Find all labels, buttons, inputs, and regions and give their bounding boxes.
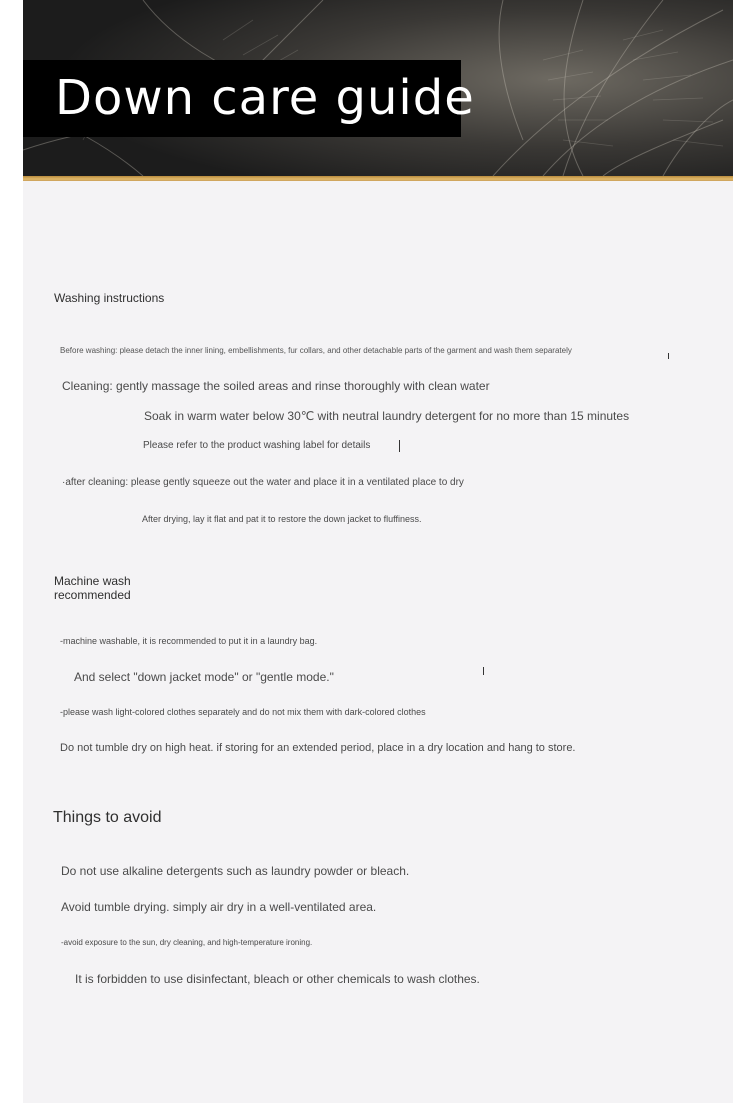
machine-item-bag: -machine washable, it is recommended to put it in a laundry bag. (60, 636, 318, 646)
machine-heading-line1: Machine wash (54, 574, 131, 588)
content-panel (23, 0, 733, 1103)
ink-mark (483, 667, 484, 675)
washing-item-after: ·after cleaning: please gently squeeze out the water and place it in a ventilated place to dry (62, 477, 464, 488)
ink-mark (668, 353, 669, 359)
avoid-item-tumble: Avoid tumble drying. simply air dry in a well-ventilated area. (61, 900, 377, 914)
washing-item-soak: Soak in warm water below 30℃ with neutral laundry detergent for no more than 15 minutes (144, 409, 630, 423)
avoid-heading: Things to avoid (53, 809, 162, 826)
avoid-item-sun: -avoid exposure to the sun, dry cleaning, and high-temperature ironing. (61, 938, 313, 947)
avoid-item-alkaline: Do not use alkaline detergents such as laundry powder or bleach. (61, 864, 410, 878)
avoid-item-chemicals: It is forbidden to use disinfectant, bleach or other chemicals to wash clothes. (75, 972, 480, 986)
machine-heading-line2: recommended (54, 588, 131, 602)
gold-divider (23, 176, 733, 181)
washing-item-cleaning: Cleaning: gently massage the soiled areas and rinse thoroughly with clean water (62, 379, 490, 393)
washing-heading: Washing instructions (54, 291, 165, 305)
washing-item-drying: After drying, lay it flat and pat it to restore the down jacket to fluffiness. (142, 514, 422, 524)
ink-mark (399, 440, 400, 452)
washing-item-label: Please refer to the product washing label for details (143, 440, 371, 451)
page-title: Down care guide (55, 70, 475, 126)
washing-item-before: Before washing: please detach the inner lining, embellishments, fur collars, and other detachable parts of the garment and wash them separately (60, 346, 572, 355)
title-box (23, 60, 475, 137)
machine-item-separate: -please wash light-colored clothes separately and do not mix them with dark-colored clothes (60, 707, 426, 717)
machine-item-tumble: Do not tumble dry on high heat. if storing for an extended period, place in a dry location and hang to store. (60, 742, 576, 754)
machine-item-mode: And select "down jacket mode" or "gentle mode." (74, 670, 334, 684)
hero-banner (23, 0, 733, 176)
